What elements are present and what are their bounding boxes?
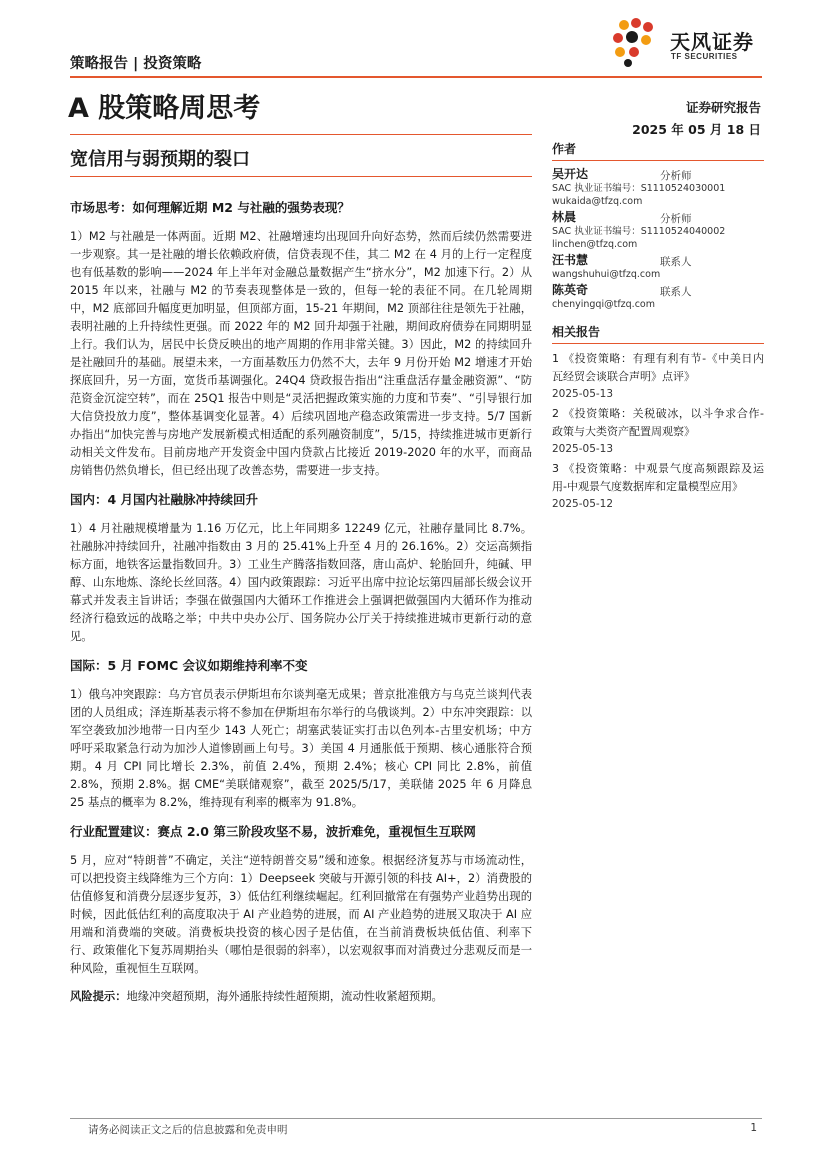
author-card: [552, 210, 764, 251]
author-role: 分析师: [660, 170, 692, 182]
logo-petal: [641, 35, 651, 45]
risk-label: 风险提示：: [70, 990, 127, 1003]
related-report-date: 2025-05-13: [552, 443, 614, 455]
author-name: 陈英奇: [552, 283, 589, 297]
risk-text: 地缘冲突超预期，海外通胀持续性超预期，流动性收紧超预期。: [126, 990, 443, 1003]
author-sac: SAC 执业证书编号：S1110524030001: [552, 183, 726, 194]
author-name: 汪书慧: [552, 253, 589, 267]
author-email[interactable]: linchen@tfzq.com: [552, 239, 638, 250]
author-card: [552, 283, 764, 311]
footer-divider: [70, 1118, 762, 1119]
author-email[interactable]: wukaida@tfzq.com: [552, 196, 643, 207]
author-email[interactable]: wangshuhui@tfzq.com: [552, 269, 661, 280]
report-subtitle: 宽信用与弱预期的裂口: [70, 149, 250, 170]
logo-petal: [629, 47, 639, 57]
section-title: 市场思考：如何理解近期 M2 与社融的强势表现？: [70, 200, 350, 215]
author-name: 林晨: [552, 210, 577, 224]
section-title: 国际：5 月 FOMC 会议如期维持利率不变: [70, 658, 308, 673]
section-domestic: [70, 490, 532, 646]
risk-warning: [70, 988, 532, 1006]
header-divider: [70, 76, 762, 78]
related-heading: 相关报告: [552, 323, 764, 344]
logo-petal: [615, 47, 625, 57]
logo-petal: [631, 18, 641, 28]
authors-heading: 作者: [552, 140, 764, 161]
author-sac: SAC 执业证书编号：S1110524040002: [552, 226, 726, 237]
logo-name-cn: 天风证券: [670, 30, 754, 54]
section-title: 行业配置建议：赛点 2.0 第三阶段攻坚不易，波折难免，重视恒生互联网: [70, 824, 476, 839]
logo-name-en: TF SECURITIES: [671, 52, 738, 61]
section-paragraph: 1）4 月社融规模增量为 1.16 万亿元，比上年同期多 12249 亿元，社融存量同比 8.7%。社融脉冲持续回升，社融冲指数由 3 月的 25.41%上升至 4 月的 26.16%。2）交运高频指标方面，地铁客运量指数回升。3）工业生产腾落指数回落，唐山高炉、轮胎回升，纯碱、甲醇、山东地炼、涤纶长丝回落。4）国内政策跟踪：习近平出席中拉论坛第四届部长级会议开幕式并发表主旨讲话；李强在做强国内大循环工作推进会上强调把做强国内大循环作为推动经济行稳致远的战略之举；中共中央办公厅、国务院办公厅关于持续推进城市更新行动的意见。: [70, 522, 532, 643]
author-name: 吴开达: [552, 167, 589, 181]
title-divider: [70, 134, 532, 135]
author-email[interactable]: chenyingqi@tfzq.com: [552, 299, 655, 310]
logo-petal: [643, 22, 653, 32]
section-market: [70, 198, 532, 480]
main-content: [70, 198, 532, 1016]
logo-petal: [624, 59, 632, 67]
footer-disclaimer: 请务必阅读正文之后的信息披露和免责申明: [88, 1124, 288, 1136]
author-role: 联系人: [660, 256, 692, 268]
section-paragraph: 5 月，应对“特朗普”不确定，关注“逆特朗普交易”缓和迹象。根据经济复苏与市场流动性，可以把投资主线降维为三个方向：1）Deepseek 突破与开源引领的科技 AI+，2）消费股的估值修复和消费分层逐步复苏，3）低估红利继续崛起。红利回撤常在有强势产业趋势出现的时候，因此低估红利的高度取决于 AI 产业趋势的进展，而 AI 产业趋势的进展又取决于 AI 应用端和消费端的突破。消费板块投资的核心因子是估值，在当前消费板块低估值、利率下行、政策催化下复苏周期抬头（哪怕是很弱的斜率），以宏观叙事而对消费过分悲观反而是一种风险，重视恒生互联网。: [70, 854, 532, 975]
section-allocation: [70, 822, 532, 978]
section-paragraph: 1）俄乌冲突跟踪：乌方官员表示伊斯坦布尔谈判毫无成果；普京批准俄方与乌克兰谈判代表团的人员组成；泽连斯基表示将不参加在伊斯坦布尔举行的乌俄谈判。2）中东冲突跟踪：以军空袭致加沙地带一日内至少 143 人死亡；胡塞武装证实打击以色列本-古里安机场；中方呼吁采取紧急行动为加沙人道惨剧画上句号。3）美国 4 月通胀低于预期、核心通胀符合预期。4 月 CPI 同比增长 2.3%，前值 2.4%，预期 2.4%；核心 CPI 同比 2.8%，前值 2.8%，预期 2.8%。据 CME“美联储观察”，截至 2025/5/17，美联储 2025 年 6 月降息 25 基点的概率为 8.2%，维持现有利率的概率为 91.8%。: [70, 688, 532, 809]
section-paragraph: 1）M2 与社融是一体两面。近期 M2、社融增速均出现回升向好态势，然而后续仍然需要进一步观察。其一是社融的增长依赖政府债，信贷表现不佳，其二 M2 在 4 月的上行一定程度也有低基数的影响——2024 年上半年对金融总量数据产生“挤水分”，M2 加速下行。2）从 2015 年以来，社融与 M2 的节奏表现整体是一致的，但每一轮的表征不同。在几轮周期中，M2 底部回升幅度更加明显，但顶部方面，15-21 年期间，M2 顶部往往是领先于社融，表明社融的上升持续性更强。而 2022 年的 M2 回升却强于社融，期间政府债券在同期明显上行。我们认为，居民中长贷反映出的地产周期的作用非常关键。3）因此，M2 的持续回升是社融回升的基础。展望未来，一方面基数压力仍然不大，去年 9 月份开始 M2 增速才开始探底回升，另一方面，宽货币基调强化。24Q4 贷政报告指出“注重盘活存量金融资源”、“防范资金沉淀空转”，而在 25Q1 报告中则是“灵活把握政策实施的力度和节奏”、“引导银行加大信贷投放力度”，整体基调变化显著。4）后续巩固地产稳态政策需进一步支持。5/7 国新办指出“加快完善与房地产发展新模式相适配的系列融资制度”，5/15，持续推进城市更新行动相关文件发布。目前房地产开发资金中国内贷款占比接近 2019-2020 年的水平，而商品房销售仍然负增长，但已经出现了改善态势，需要进一步支持。: [70, 230, 532, 477]
related-report-link[interactable]: 2 《投资策略：关税破冰，以斗争求合作-政策与大类资产配置周观察》: [552, 407, 764, 438]
page-title: A 股策略周思考: [68, 93, 261, 124]
report-type: 证券研究报告: [685, 100, 761, 115]
section-title: 国内：4 月国内社融脉冲持续回升: [70, 492, 259, 507]
subtitle-divider: [70, 176, 532, 177]
author-role: 分析师: [660, 213, 692, 225]
sidebar: [552, 140, 764, 515]
logo-petal: [619, 20, 629, 30]
author-card: [552, 167, 764, 208]
report-category: 策略报告 | 投资策略: [70, 56, 202, 72]
related-report-date: 2025-05-13: [552, 388, 614, 400]
author-role: 联系人: [660, 286, 692, 298]
related-report-link[interactable]: 1 《投资策略：有理有利有节-《中美日内瓦经贸会谈联合声明》点评》: [552, 352, 764, 383]
logo-petal: [626, 31, 638, 43]
related-reports: [552, 323, 764, 512]
author-card: [552, 253, 764, 281]
section-international: [70, 656, 532, 812]
related-report-link[interactable]: 3 《投资策略：中观景气度高频跟踪及运用-中观景气度数据库和定量模型应用》: [552, 462, 764, 493]
report-date: 2025 年 05 月 18 日: [632, 122, 761, 137]
related-report-date: 2025-05-12: [552, 498, 614, 510]
page-number: 1: [750, 1122, 757, 1134]
logo-petal: [613, 33, 623, 43]
